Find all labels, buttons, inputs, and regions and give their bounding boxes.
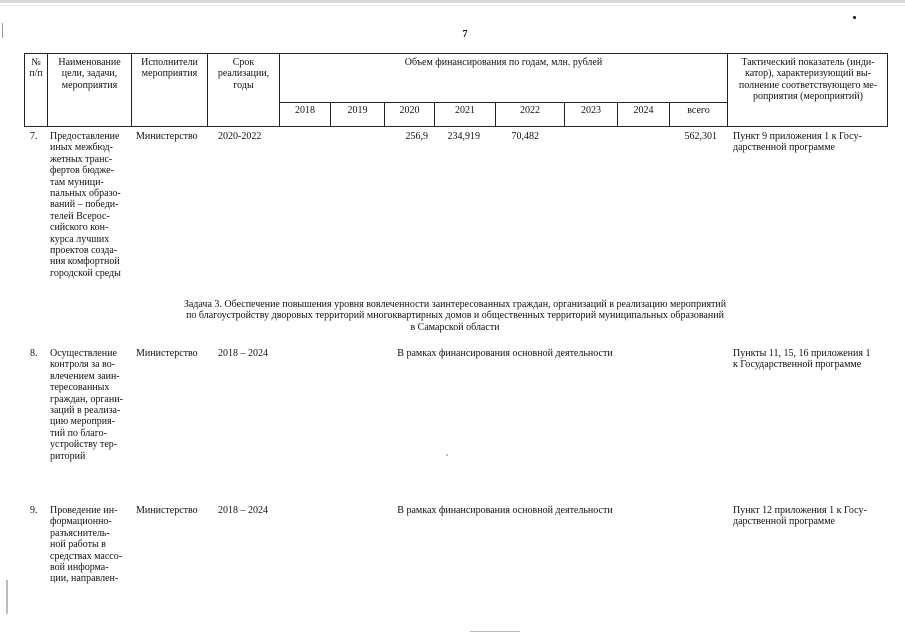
row9-name: Проведение ин- формационно- разъяснитель- ной работы в средствах массо- вой информа- ции, направлен- xyxy=(50,505,123,585)
row7-2022: 70,482 xyxy=(511,131,539,142)
header-year-2018: 2018 xyxy=(295,105,315,116)
header-indicator: Тактический показатель (инди- катор), характеризующий вы- полнение соответствующего ме- роприятия (мероприятий) xyxy=(738,57,878,103)
row8-term: 2018 – 2024 xyxy=(218,348,268,359)
scan-speck-center xyxy=(446,454,448,456)
col-line-13 xyxy=(887,53,888,127)
header-name: Наименование цели, задачи, мероприятия xyxy=(58,57,121,91)
row8-num: 8. xyxy=(30,348,38,359)
scan-left-mark xyxy=(2,23,3,38)
header-year-2020: 2020 xyxy=(399,105,420,116)
row7-num: 7. xyxy=(30,131,38,142)
row7-term: 2020-2022 xyxy=(218,131,262,142)
task3-heading: Задача 3. Обеспечение повышения уровня вовлеченности заинтересованных граждан, организаций в реализацию мероприятий по благоустройству дворовых территорий многоквартирных домов и общественных территорий муниципальных образований в Самарской области xyxy=(183,299,727,333)
header-year-2019: 2019 xyxy=(347,105,368,116)
row7-name: Предоставление иных межбюд- жетных транс- фертов бюдже- там муници- пальных образо- ваний – победи- телей Всерос- сийского кон- курса лучших проектов созда- ния комфортной городской среды xyxy=(50,131,121,279)
header-funding: Объем финансирования по годам, млн. рублей xyxy=(404,57,603,68)
row9-executor: Министерство xyxy=(136,505,198,516)
row7-indicator: Пункт 9 приложения 1 к Госу- дарственной программе xyxy=(733,131,862,154)
row9-num: 9. xyxy=(30,505,38,516)
row7-2021: 234,919 xyxy=(447,131,480,142)
col-line-12 xyxy=(727,53,728,127)
row7-total: 562,301 xyxy=(684,131,717,142)
scan-top-edge xyxy=(0,0,905,3)
scan-top-edge-faint xyxy=(0,5,905,6)
header-year-2022: 2022 xyxy=(520,105,540,116)
scan-artifact-left xyxy=(6,580,8,614)
row9-funding: В рамках финансирования основной деятельности xyxy=(397,505,613,516)
header-term: Срок реализации, годы xyxy=(217,57,270,91)
row9-term: 2018 – 2024 xyxy=(218,505,268,516)
scan-speck xyxy=(853,16,856,19)
header-executors: Исполнители мероприятия xyxy=(141,57,198,80)
row8-executor: Министерство xyxy=(136,348,198,359)
row9-indicator: Пункт 12 приложения 1 к Госу- дарственной программе xyxy=(733,505,867,528)
header-year-2021: 2021 xyxy=(455,105,475,116)
row7-executor: Министерство xyxy=(136,131,198,142)
header-num: № п/п xyxy=(29,57,43,80)
row8-funding: В рамках финансирования основной деятельности xyxy=(397,348,613,359)
scan-artifact-bottom xyxy=(470,631,520,632)
header-year-2023: 2023 xyxy=(581,105,601,116)
header-year-2024: 2024 xyxy=(633,105,654,116)
header-total: всего xyxy=(687,105,710,116)
header-bottom-border xyxy=(24,126,888,127)
row8-name: Осуществление контроля за во- влечением заин- тересованных граждан, органи- заций в реализа- цию мероприя- тий по благо- устройству тер- риторий xyxy=(50,348,123,462)
row7-2020: 256,9 xyxy=(405,131,428,142)
page-number: 7 xyxy=(462,29,468,40)
years-row-top-border xyxy=(279,102,728,103)
table-top-border xyxy=(24,53,888,54)
row8-indicator: Пункты 11, 15, 16 приложения 1 к Государственной программе xyxy=(733,348,871,371)
